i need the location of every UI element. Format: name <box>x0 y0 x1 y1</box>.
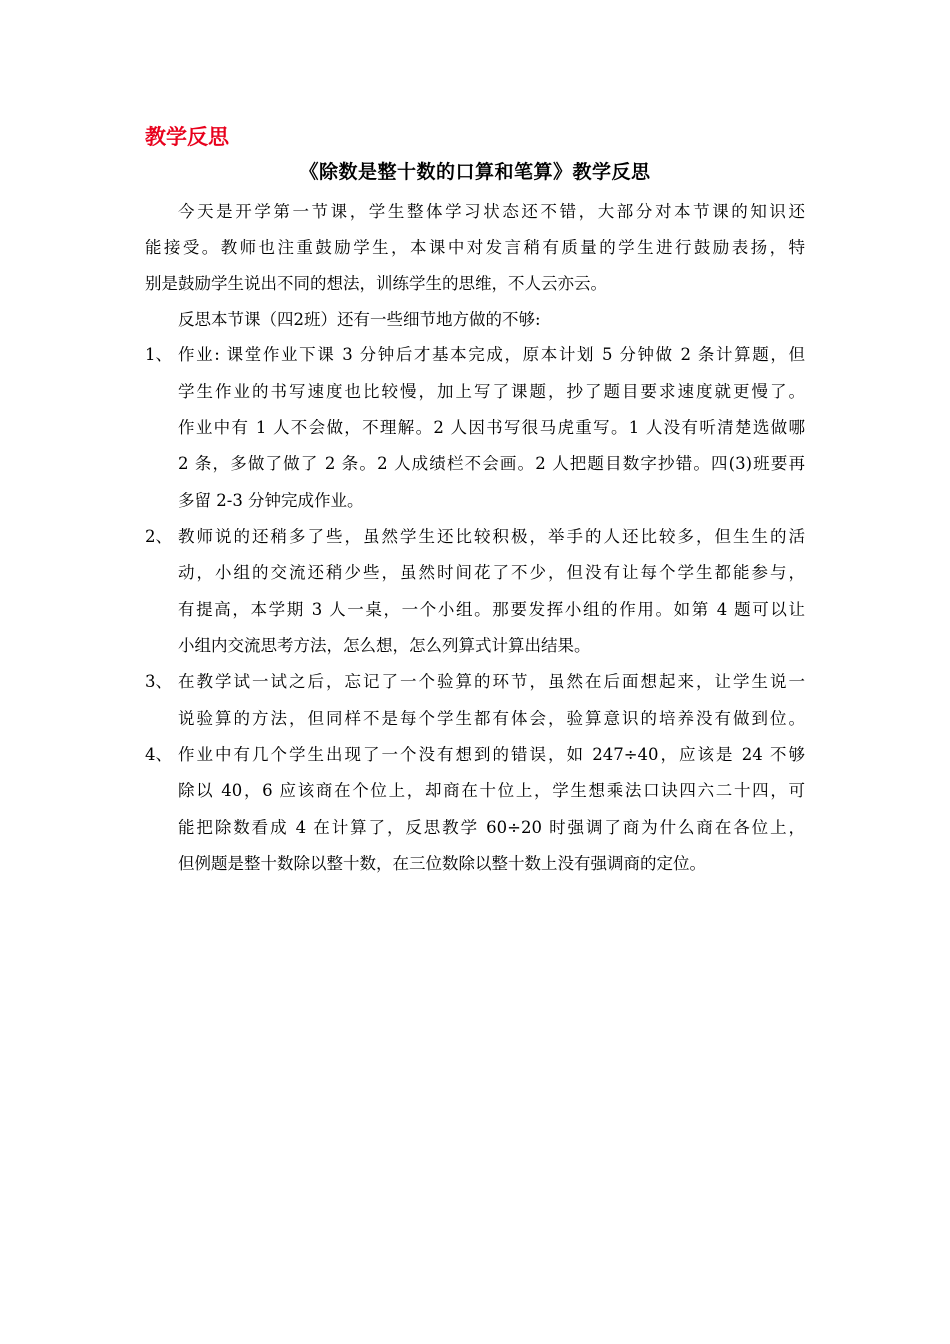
list-item-line: 作业中有 1 人不会做，不理解。2 人因书写很马虎重写。1 人没有听清楚选做哪 <box>178 418 805 437</box>
list-item-line: 多留 2-3 分钟完成作业。 <box>178 491 364 510</box>
list-item-line: 在教学试一试之后，忘记了一个验算的环节，虽然在后面想起来，让学生说一 <box>178 672 805 691</box>
list-item-line: 作业中有几个学生出现了一个没有想到的错误，如 247÷40，应该是 24 不够 <box>178 745 805 764</box>
list-item-line: 能把除数看成 4 在计算了，反思教学 60÷20 时强调了商为什么商在各位上， <box>178 818 805 837</box>
intro-line: 别是鼓励学生说出不同的想法，训练学生的思维，不人云亦云。 <box>145 274 607 293</box>
list-item-line: 学生作业的书写速度也比较慢，加上写了课题，抄了题目要求速度就更慢了。 <box>178 382 805 401</box>
list-item-line: 小组内交流思考方法，怎么想，怎么列算式计算出结果。 <box>178 636 591 655</box>
list-item-line: 教师说的还稍多了些，虽然学生还比较积极，举手的人还比较多，但生生的活 <box>178 527 805 546</box>
list-item-number: 1、 <box>145 345 172 364</box>
section-label: 教学反思 <box>145 125 229 149</box>
list-item-line: 但例题是整十数除以整十数，在三位数除以整十数上没有强调商的定位。 <box>178 854 706 873</box>
intro-line: 今天是开学第一节课，学生整体学习状态还不错，大部分对本节课的知识还 <box>178 202 805 221</box>
document-title: 《除数是整十数的口算和笔算》教学反思 <box>299 161 651 183</box>
list-item-line: 除以 40，6 应该商在个位上，却商在十位上，学生想乘法口诀四六二十四，可 <box>178 781 805 800</box>
intro-line: 能接受。教师也注重鼓励学生，本课中对发言稍有质量的学生进行鼓励表扬，特 <box>145 238 805 257</box>
list-item-line: 说验算的方法，但同样不是每个学生都有体会，验算意识的培养没有做到位。 <box>178 709 805 728</box>
list-item-number: 4、 <box>145 745 172 764</box>
list-item-line: 有提高，本学期 3 人一桌，一个小组。那要发挥小组的作用。如第 4 题可以让 <box>178 600 805 619</box>
list-item-line: 作业: 课堂作业下课 3 分钟后才基本完成，原本计划 5 分钟做 2 条计算题，但 <box>178 345 805 364</box>
list-item-number: 3、 <box>145 672 172 691</box>
list-item-number: 2、 <box>145 527 172 546</box>
list-item-line: 2 条，多做了做了 2 条。2 人成绩栏不会画。2 人把题目数字抄错。四(3)班要再 <box>178 454 805 473</box>
list-item-line: 动，小组的交流还稍少些，虽然时间花了不少，但没有让每个学生都能参与， <box>178 563 805 582</box>
lead-sentence: 反思本节课（四2班）还有一些细节地方做的不够: <box>178 310 541 329</box>
